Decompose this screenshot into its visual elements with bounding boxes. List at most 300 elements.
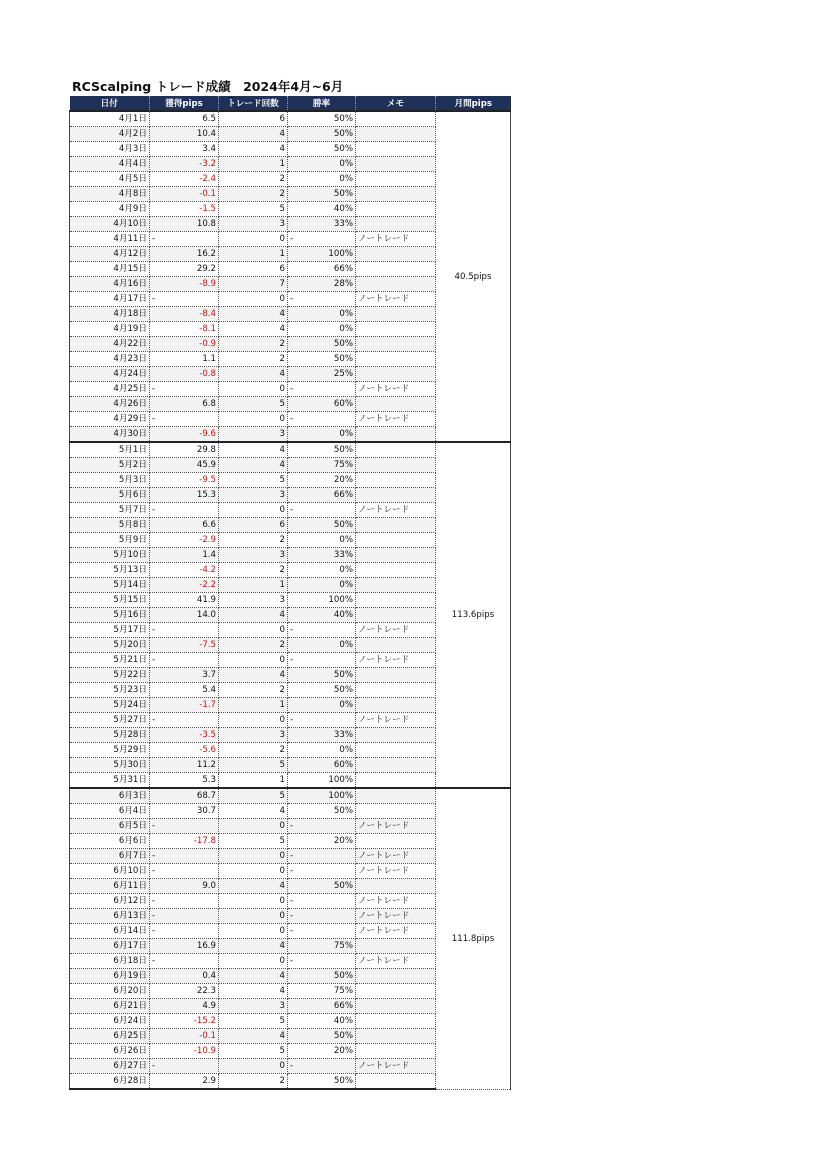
memo-cell bbox=[356, 187, 436, 202]
memo-cell: ノートレード bbox=[356, 623, 436, 638]
date-cell: 6月28日 bbox=[70, 1074, 150, 1090]
memo-cell bbox=[356, 533, 436, 548]
win-rate-cell: 0% bbox=[288, 307, 356, 322]
pips-cell: - bbox=[150, 909, 219, 924]
memo-cell bbox=[356, 458, 436, 473]
memo-cell bbox=[356, 442, 436, 458]
win-rate-cell: 100% bbox=[288, 788, 356, 804]
memo-cell bbox=[356, 142, 436, 157]
pips-cell: 16.2 bbox=[150, 247, 219, 262]
trades-cell: 1 bbox=[219, 773, 288, 789]
trades-cell: 4 bbox=[219, 608, 288, 623]
date-cell: 5月20日 bbox=[70, 638, 150, 653]
trades-cell: 3 bbox=[219, 548, 288, 563]
date-cell: 6月27日 bbox=[70, 1059, 150, 1074]
win-rate-cell: 60% bbox=[288, 758, 356, 773]
date-cell: 5月29日 bbox=[70, 743, 150, 758]
date-cell: 5月30日 bbox=[70, 758, 150, 773]
win-rate-cell: 50% bbox=[288, 127, 356, 142]
win-rate-cell: 50% bbox=[288, 969, 356, 984]
win-rate-cell: 50% bbox=[288, 337, 356, 352]
memo-cell: ノートレード bbox=[356, 412, 436, 427]
date-cell: 4月9日 bbox=[70, 202, 150, 217]
date-cell: 5月16日 bbox=[70, 608, 150, 623]
win-rate-cell: 50% bbox=[288, 187, 356, 202]
memo-cell: ノートレード bbox=[356, 864, 436, 879]
date-cell: 5月14日 bbox=[70, 578, 150, 593]
pips-cell: - bbox=[150, 382, 219, 397]
pips-cell: - bbox=[150, 503, 219, 518]
date-cell: 6月20日 bbox=[70, 984, 150, 999]
trades-cell: 4 bbox=[219, 668, 288, 683]
memo-cell bbox=[356, 999, 436, 1014]
win-rate-cell: 0% bbox=[288, 698, 356, 713]
win-rate-cell: - bbox=[288, 849, 356, 864]
date-cell: 4月15日 bbox=[70, 262, 150, 277]
memo-cell bbox=[356, 1029, 436, 1044]
pips-cell: -0.8 bbox=[150, 367, 219, 382]
win-rate-cell: 0% bbox=[288, 638, 356, 653]
table-header bbox=[70, 96, 511, 111]
date-cell: 4月29日 bbox=[70, 412, 150, 427]
win-rate-cell: 66% bbox=[288, 488, 356, 503]
memo-cell: ノートレード bbox=[356, 819, 436, 834]
memo-cell: ノートレード bbox=[356, 713, 436, 728]
trades-cell: 6 bbox=[219, 262, 288, 277]
trades-cell: 2 bbox=[219, 683, 288, 698]
trades-cell: 7 bbox=[219, 277, 288, 292]
pips-cell: - bbox=[150, 924, 219, 939]
win-rate-cell: - bbox=[288, 623, 356, 638]
pips-cell: 68.7 bbox=[150, 788, 219, 804]
pips-cell: -4.2 bbox=[150, 563, 219, 578]
pips-cell: - bbox=[150, 894, 219, 909]
memo-cell bbox=[356, 758, 436, 773]
date-cell: 5月17日 bbox=[70, 623, 150, 638]
pips-cell: 14.0 bbox=[150, 608, 219, 623]
header-memo: メモ bbox=[356, 96, 436, 111]
trades-cell: 2 bbox=[219, 1074, 288, 1090]
memo-cell bbox=[356, 127, 436, 142]
date-cell: 5月21日 bbox=[70, 653, 150, 668]
pips-cell: -17.8 bbox=[150, 834, 219, 849]
pips-cell: -0.9 bbox=[150, 337, 219, 352]
pips-cell: 11.2 bbox=[150, 758, 219, 773]
date-cell: 6月17日 bbox=[70, 939, 150, 954]
trades-cell: 5 bbox=[219, 397, 288, 412]
memo-cell: ノートレード bbox=[356, 503, 436, 518]
pips-cell: -3.5 bbox=[150, 728, 219, 743]
memo-cell bbox=[356, 367, 436, 382]
date-cell: 4月3日 bbox=[70, 142, 150, 157]
memo-cell bbox=[356, 698, 436, 713]
date-cell: 4月11日 bbox=[70, 232, 150, 247]
win-rate-cell: 28% bbox=[288, 277, 356, 292]
win-rate-cell: 50% bbox=[288, 1074, 356, 1090]
date-cell: 4月2日 bbox=[70, 127, 150, 142]
date-cell: 4月12日 bbox=[70, 247, 150, 262]
date-cell: 5月22日 bbox=[70, 668, 150, 683]
date-cell: 6月14日 bbox=[70, 924, 150, 939]
memo-cell: ノートレード bbox=[356, 382, 436, 397]
header-trades: トレード回数 bbox=[219, 96, 288, 111]
pips-cell: -9.5 bbox=[150, 473, 219, 488]
monthly-pips-cell: 113.6pips bbox=[436, 442, 511, 788]
pips-cell: - bbox=[150, 954, 219, 969]
win-rate-cell: 0% bbox=[288, 533, 356, 548]
memo-cell bbox=[356, 277, 436, 292]
date-cell: 6月6日 bbox=[70, 834, 150, 849]
memo-cell bbox=[356, 879, 436, 894]
memo-cell bbox=[356, 969, 436, 984]
win-rate-cell: 25% bbox=[288, 367, 356, 382]
pips-cell: - bbox=[150, 819, 219, 834]
win-rate-cell: 100% bbox=[288, 773, 356, 789]
memo-cell bbox=[356, 593, 436, 608]
date-cell: 6月19日 bbox=[70, 969, 150, 984]
win-rate-cell: 40% bbox=[288, 1014, 356, 1029]
trades-cell: 0 bbox=[219, 1059, 288, 1074]
trades-cell: 0 bbox=[219, 232, 288, 247]
memo-cell bbox=[356, 217, 436, 232]
memo-cell bbox=[356, 1044, 436, 1059]
pips-cell: - bbox=[150, 412, 219, 427]
monthly-pips-cell: 40.5pips bbox=[436, 111, 511, 442]
win-rate-cell: - bbox=[288, 894, 356, 909]
date-cell: 4月19日 bbox=[70, 322, 150, 337]
pips-cell: -9.6 bbox=[150, 427, 219, 443]
win-rate-cell: - bbox=[288, 909, 356, 924]
date-cell: 4月1日 bbox=[70, 111, 150, 127]
win-rate-cell: 50% bbox=[288, 142, 356, 157]
memo-cell: ノートレード bbox=[356, 849, 436, 864]
pips-cell: 41.9 bbox=[150, 593, 219, 608]
date-cell: 5月10日 bbox=[70, 548, 150, 563]
trades-cell: 5 bbox=[219, 1014, 288, 1029]
memo-cell bbox=[356, 728, 436, 743]
memo-cell: ノートレード bbox=[356, 894, 436, 909]
trades-cell: 3 bbox=[219, 217, 288, 232]
trades-cell: 0 bbox=[219, 292, 288, 307]
trades-cell: 5 bbox=[219, 788, 288, 804]
pips-cell: - bbox=[150, 864, 219, 879]
win-rate-cell: 0% bbox=[288, 578, 356, 593]
date-cell: 5月23日 bbox=[70, 683, 150, 698]
date-cell: 6月25日 bbox=[70, 1029, 150, 1044]
table-row bbox=[70, 442, 511, 458]
memo-cell: ノートレード bbox=[356, 954, 436, 969]
trades-cell: 2 bbox=[219, 352, 288, 367]
trades-cell: 0 bbox=[219, 849, 288, 864]
date-cell: 5月28日 bbox=[70, 728, 150, 743]
trades-cell: 5 bbox=[219, 1044, 288, 1059]
date-cell: 4月24日 bbox=[70, 367, 150, 382]
trades-cell: 4 bbox=[219, 1029, 288, 1044]
win-rate-cell: - bbox=[288, 503, 356, 518]
date-cell: 6月24日 bbox=[70, 1014, 150, 1029]
win-rate-cell: 0% bbox=[288, 427, 356, 443]
pips-cell: -1.7 bbox=[150, 698, 219, 713]
table-body bbox=[70, 111, 511, 1089]
pips-cell: 29.8 bbox=[150, 442, 219, 458]
trades-cell: 1 bbox=[219, 157, 288, 172]
date-cell: 6月13日 bbox=[70, 909, 150, 924]
pips-cell: 2.9 bbox=[150, 1074, 219, 1090]
pips-cell: 10.4 bbox=[150, 127, 219, 142]
trade-results-table bbox=[69, 96, 511, 1090]
trades-cell: 0 bbox=[219, 503, 288, 518]
memo-cell bbox=[356, 202, 436, 217]
pips-cell: 10.8 bbox=[150, 217, 219, 232]
trades-cell: 5 bbox=[219, 202, 288, 217]
date-cell: 4月25日 bbox=[70, 382, 150, 397]
pips-cell: 1.1 bbox=[150, 352, 219, 367]
date-cell: 5月13日 bbox=[70, 563, 150, 578]
trades-cell: 6 bbox=[219, 518, 288, 533]
win-rate-cell: 100% bbox=[288, 593, 356, 608]
trades-cell: 0 bbox=[219, 412, 288, 427]
date-cell: 5月6日 bbox=[70, 488, 150, 503]
memo-cell: ノートレード bbox=[356, 909, 436, 924]
trades-cell: 1 bbox=[219, 698, 288, 713]
win-rate-cell: 40% bbox=[288, 202, 356, 217]
pips-cell: -5.6 bbox=[150, 743, 219, 758]
trades-cell: 4 bbox=[219, 984, 288, 999]
pips-cell: - bbox=[150, 623, 219, 638]
trades-cell: 0 bbox=[219, 909, 288, 924]
monthly-pips-cell: 111.8pips bbox=[436, 788, 511, 1089]
date-cell: 5月15日 bbox=[70, 593, 150, 608]
pips-cell: -2.9 bbox=[150, 533, 219, 548]
win-rate-cell: 75% bbox=[288, 939, 356, 954]
memo-cell bbox=[356, 337, 436, 352]
trades-cell: 2 bbox=[219, 337, 288, 352]
pips-cell: 5.3 bbox=[150, 773, 219, 789]
date-cell: 5月1日 bbox=[70, 442, 150, 458]
trades-cell: 1 bbox=[219, 247, 288, 262]
win-rate-cell: - bbox=[288, 292, 356, 307]
pips-cell: - bbox=[150, 713, 219, 728]
memo-cell bbox=[356, 172, 436, 187]
win-rate-cell: 33% bbox=[288, 548, 356, 563]
win-rate-cell: 60% bbox=[288, 397, 356, 412]
date-cell: 6月5日 bbox=[70, 819, 150, 834]
date-cell: 4月22日 bbox=[70, 337, 150, 352]
memo-cell bbox=[356, 488, 436, 503]
trades-cell: 0 bbox=[219, 382, 288, 397]
win-rate-cell: 0% bbox=[288, 743, 356, 758]
pips-cell: -8.9 bbox=[150, 277, 219, 292]
trades-cell: 3 bbox=[219, 488, 288, 503]
date-cell: 4月8日 bbox=[70, 187, 150, 202]
memo-cell bbox=[356, 473, 436, 488]
win-rate-cell: 50% bbox=[288, 668, 356, 683]
pips-cell: - bbox=[150, 849, 219, 864]
memo-cell bbox=[356, 834, 436, 849]
trades-cell: 4 bbox=[219, 442, 288, 458]
pips-cell: -3.2 bbox=[150, 157, 219, 172]
header-monthly-pips: 月間pips bbox=[436, 96, 511, 111]
memo-cell bbox=[356, 427, 436, 443]
win-rate-cell: 50% bbox=[288, 518, 356, 533]
date-cell: 6月7日 bbox=[70, 849, 150, 864]
pips-cell: - bbox=[150, 653, 219, 668]
memo-cell bbox=[356, 743, 436, 758]
trades-cell: 4 bbox=[219, 969, 288, 984]
pips-cell: 9.0 bbox=[150, 879, 219, 894]
trades-cell: 4 bbox=[219, 307, 288, 322]
memo-cell bbox=[356, 939, 436, 954]
win-rate-cell: 0% bbox=[288, 322, 356, 337]
pips-cell: 4.9 bbox=[150, 999, 219, 1014]
memo-cell bbox=[356, 608, 436, 623]
date-cell: 5月2日 bbox=[70, 458, 150, 473]
date-cell: 6月11日 bbox=[70, 879, 150, 894]
memo-cell bbox=[356, 157, 436, 172]
pips-cell: -0.1 bbox=[150, 187, 219, 202]
win-rate-cell: 50% bbox=[288, 683, 356, 698]
memo-cell bbox=[356, 683, 436, 698]
pips-cell: 5.4 bbox=[150, 683, 219, 698]
date-cell: 4月10日 bbox=[70, 217, 150, 232]
win-rate-cell: - bbox=[288, 653, 356, 668]
pips-cell: 15.3 bbox=[150, 488, 219, 503]
memo-cell bbox=[356, 773, 436, 789]
pips-cell: -2.4 bbox=[150, 172, 219, 187]
pips-cell: -8.1 bbox=[150, 322, 219, 337]
date-cell: 6月4日 bbox=[70, 804, 150, 819]
win-rate-cell: - bbox=[288, 864, 356, 879]
header-pips: 獲得pips bbox=[150, 96, 219, 111]
pips-cell: -0.1 bbox=[150, 1029, 219, 1044]
win-rate-cell: 20% bbox=[288, 834, 356, 849]
date-cell: 4月23日 bbox=[70, 352, 150, 367]
pips-cell: 16.9 bbox=[150, 939, 219, 954]
win-rate-cell: 50% bbox=[288, 1029, 356, 1044]
date-cell: 4月5日 bbox=[70, 172, 150, 187]
date-cell: 5月27日 bbox=[70, 713, 150, 728]
trades-cell: 2 bbox=[219, 743, 288, 758]
win-rate-cell: 50% bbox=[288, 442, 356, 458]
win-rate-cell: 50% bbox=[288, 879, 356, 894]
win-rate-cell: 20% bbox=[288, 473, 356, 488]
trades-cell: 0 bbox=[219, 819, 288, 834]
date-cell: 6月21日 bbox=[70, 999, 150, 1014]
pips-cell: - bbox=[150, 232, 219, 247]
trades-cell: 0 bbox=[219, 713, 288, 728]
pips-cell: 6.8 bbox=[150, 397, 219, 412]
memo-cell bbox=[356, 563, 436, 578]
win-rate-cell: 33% bbox=[288, 728, 356, 743]
trades-cell: 0 bbox=[219, 864, 288, 879]
trades-cell: 5 bbox=[219, 834, 288, 849]
trades-cell: 4 bbox=[219, 458, 288, 473]
trades-cell: 6 bbox=[219, 111, 288, 127]
trades-cell: 4 bbox=[219, 939, 288, 954]
pips-cell: - bbox=[150, 1059, 219, 1074]
win-rate-cell: 20% bbox=[288, 1044, 356, 1059]
trades-cell: 0 bbox=[219, 954, 288, 969]
win-rate-cell: 50% bbox=[288, 352, 356, 367]
trades-cell: 0 bbox=[219, 623, 288, 638]
win-rate-cell: - bbox=[288, 924, 356, 939]
header-date: 日付 bbox=[70, 96, 150, 111]
date-cell: 6月3日 bbox=[70, 788, 150, 804]
memo-cell: ノートレード bbox=[356, 292, 436, 307]
date-cell: 4月17日 bbox=[70, 292, 150, 307]
table-row bbox=[70, 111, 511, 127]
memo-cell: ノートレード bbox=[356, 1059, 436, 1074]
pips-cell: -2.2 bbox=[150, 578, 219, 593]
win-rate-cell: - bbox=[288, 412, 356, 427]
memo-cell bbox=[356, 804, 436, 819]
trades-cell: 4 bbox=[219, 322, 288, 337]
pips-cell: 6.6 bbox=[150, 518, 219, 533]
trades-cell: 2 bbox=[219, 638, 288, 653]
win-rate-cell: 66% bbox=[288, 262, 356, 277]
pips-cell: 0.4 bbox=[150, 969, 219, 984]
win-rate-cell: 50% bbox=[288, 804, 356, 819]
pips-cell: 3.7 bbox=[150, 668, 219, 683]
date-cell: 6月18日 bbox=[70, 954, 150, 969]
win-rate-cell: 0% bbox=[288, 157, 356, 172]
trades-cell: 0 bbox=[219, 924, 288, 939]
memo-cell bbox=[356, 518, 436, 533]
pips-cell: 1.4 bbox=[150, 548, 219, 563]
win-rate-cell: - bbox=[288, 232, 356, 247]
trades-cell: 2 bbox=[219, 172, 288, 187]
memo-cell bbox=[356, 1074, 436, 1090]
memo-cell bbox=[356, 352, 436, 367]
pips-cell: -1.5 bbox=[150, 202, 219, 217]
memo-cell bbox=[356, 984, 436, 999]
win-rate-cell: 40% bbox=[288, 608, 356, 623]
trades-cell: 2 bbox=[219, 563, 288, 578]
pips-cell: 3.4 bbox=[150, 142, 219, 157]
memo-cell bbox=[356, 1014, 436, 1029]
memo-cell bbox=[356, 322, 436, 337]
win-rate-cell: - bbox=[288, 382, 356, 397]
win-rate-cell: - bbox=[288, 819, 356, 834]
pips-cell: - bbox=[150, 292, 219, 307]
date-cell: 4月18日 bbox=[70, 307, 150, 322]
date-cell: 5月7日 bbox=[70, 503, 150, 518]
win-rate-cell: 66% bbox=[288, 999, 356, 1014]
memo-cell bbox=[356, 548, 436, 563]
memo-cell bbox=[356, 578, 436, 593]
header-win-rate: 勝率 bbox=[288, 96, 356, 111]
date-cell: 5月3日 bbox=[70, 473, 150, 488]
win-rate-cell: 0% bbox=[288, 563, 356, 578]
trades-cell: 2 bbox=[219, 187, 288, 202]
trades-cell: 3 bbox=[219, 999, 288, 1014]
date-cell: 6月12日 bbox=[70, 894, 150, 909]
date-cell: 5月24日 bbox=[70, 698, 150, 713]
trades-cell: 0 bbox=[219, 653, 288, 668]
date-cell: 6月26日 bbox=[70, 1044, 150, 1059]
win-rate-cell: - bbox=[288, 713, 356, 728]
pips-cell: 45.9 bbox=[150, 458, 219, 473]
table-row bbox=[70, 788, 511, 804]
date-cell: 4月4日 bbox=[70, 157, 150, 172]
win-rate-cell: 33% bbox=[288, 217, 356, 232]
trades-cell: 1 bbox=[219, 578, 288, 593]
trades-cell: 4 bbox=[219, 142, 288, 157]
trades-cell: 3 bbox=[219, 593, 288, 608]
trades-cell: 5 bbox=[219, 473, 288, 488]
memo-cell bbox=[356, 397, 436, 412]
trades-cell: 4 bbox=[219, 804, 288, 819]
